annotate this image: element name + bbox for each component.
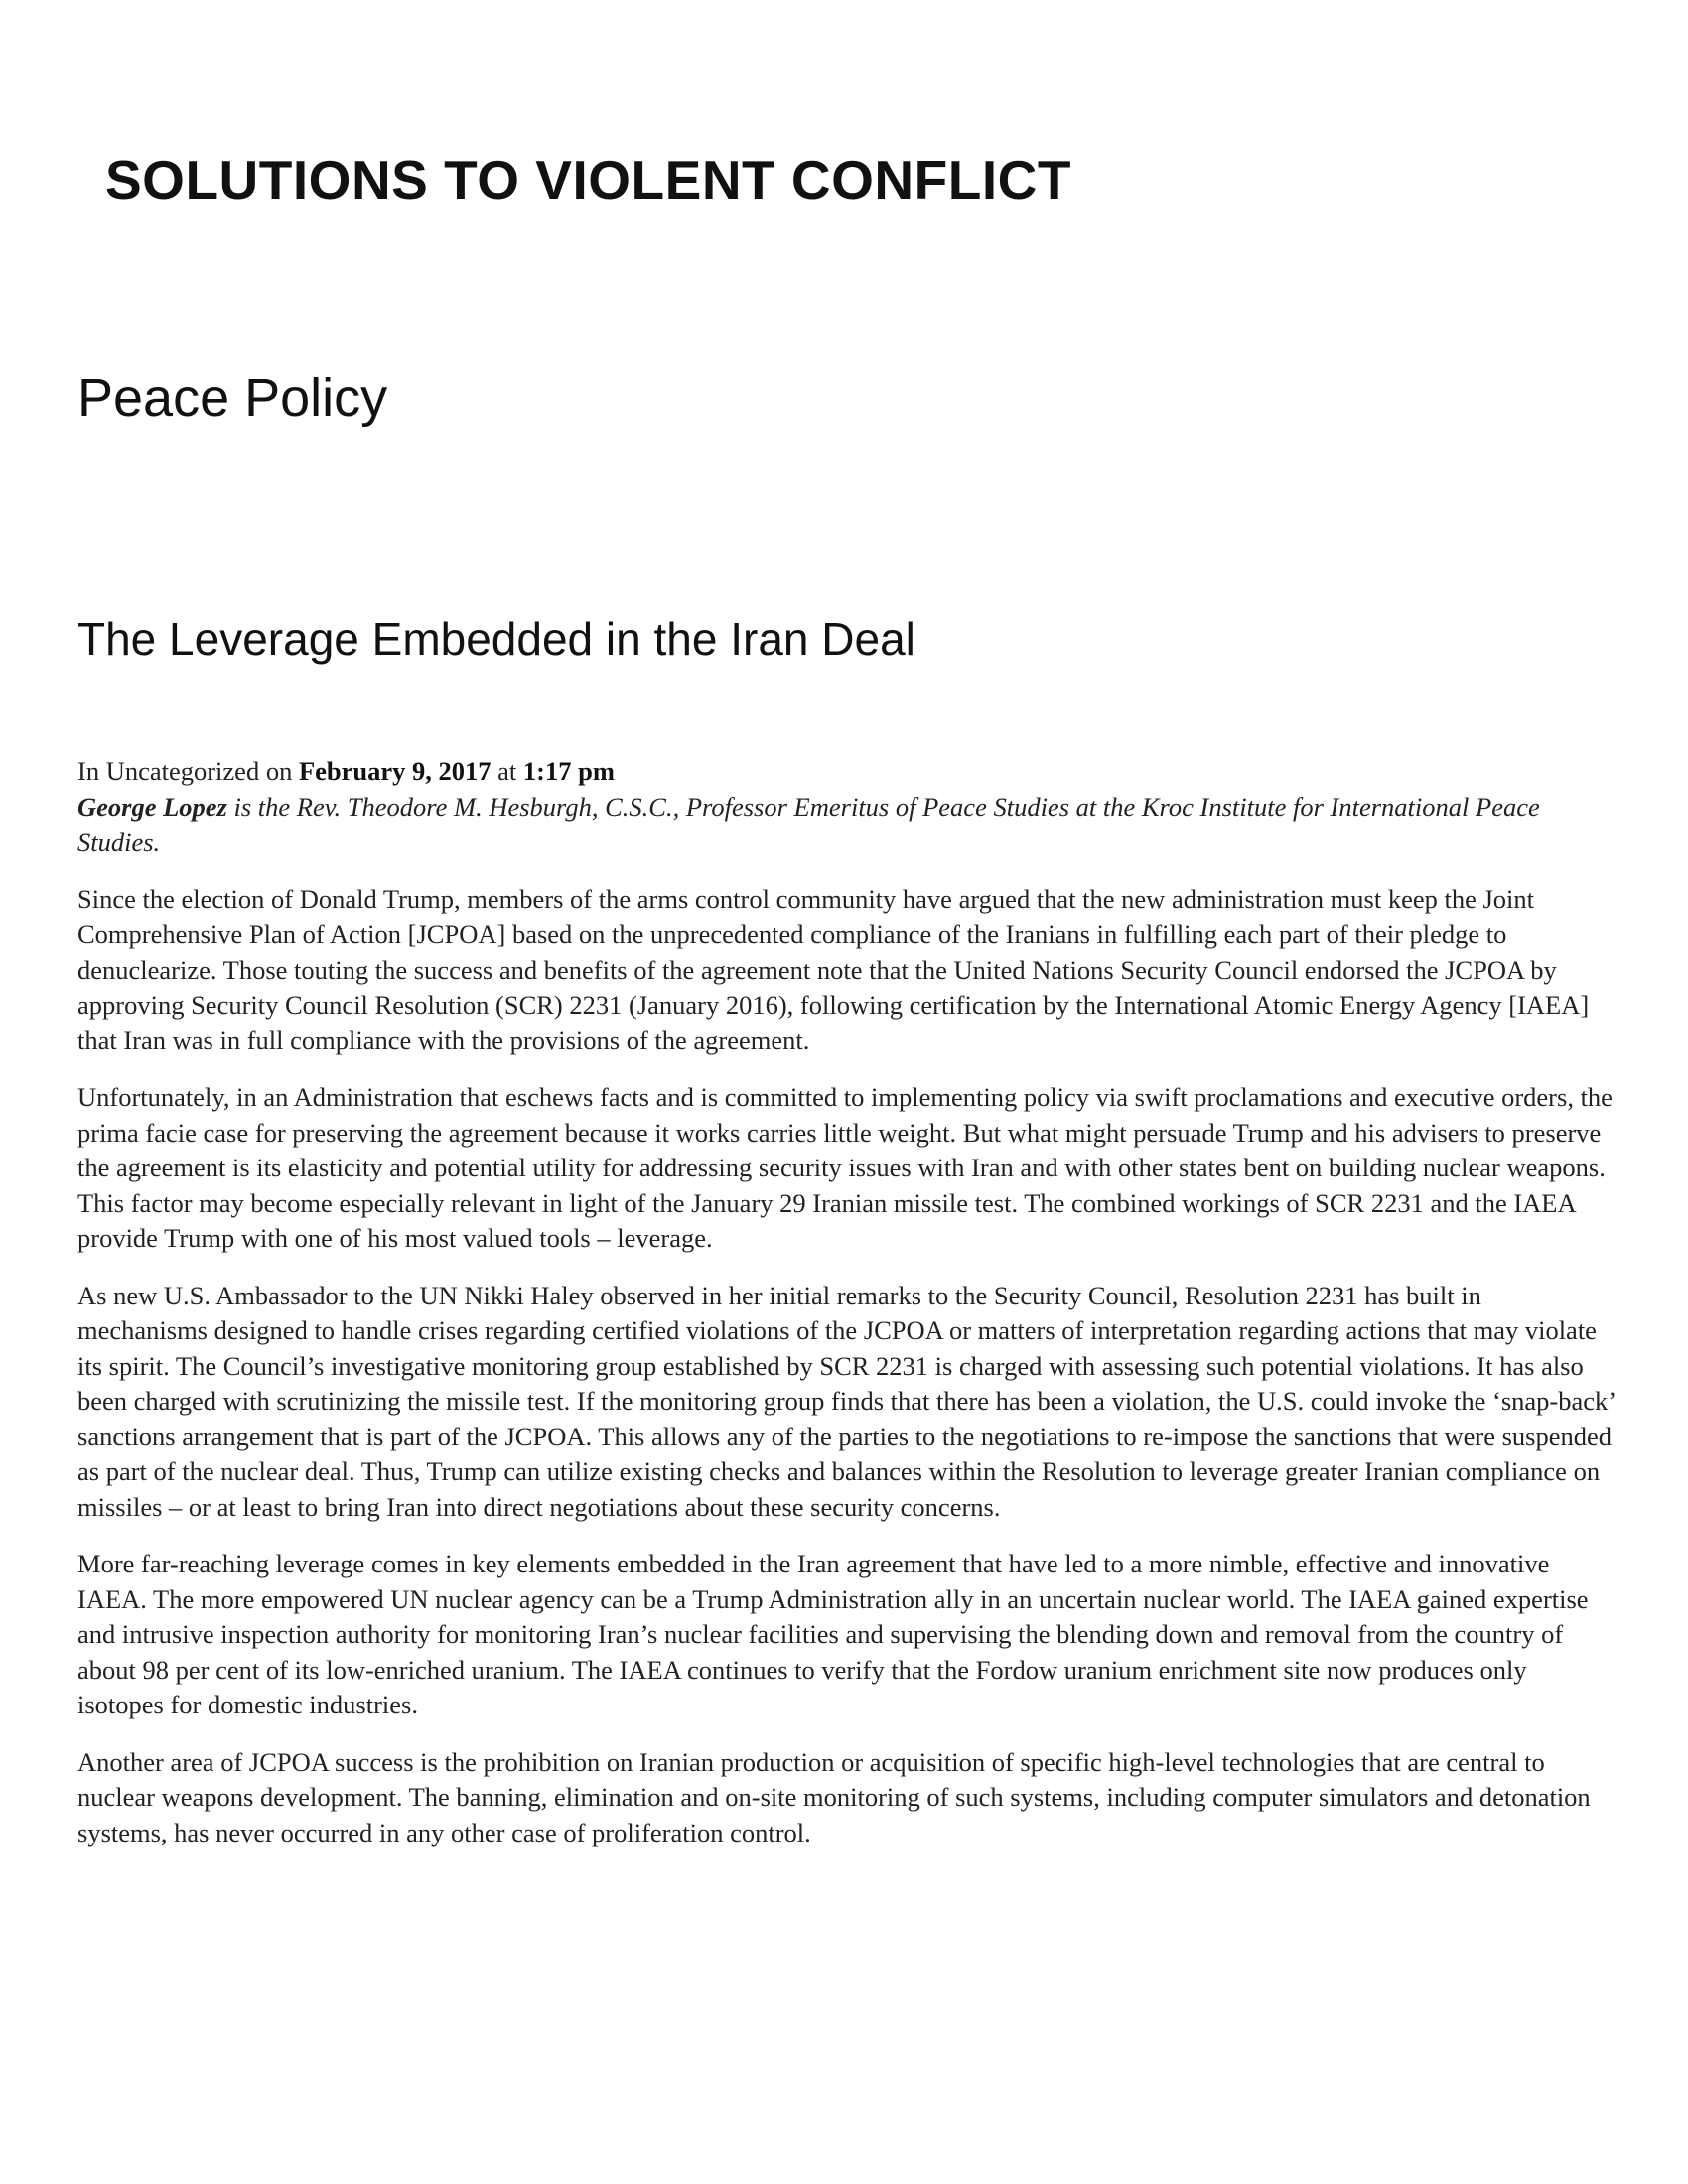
paragraph-1: Since the election of Donald Trump, members of the arms control community have argued that the new administration must keep the Joint Comprehensive Plan of Action [JCPOA] based on the unprecedented compliance of the Iranians in fulfilling each part of their pledge to denuclearize. Those touting the success and benefits of the agreement note that the United Nations Security Council endorsed the JCPOA by approving Security Council Resolution (SCR) 2231 (January 2016), following certification by the International Atomic Energy Agency [IAEA] that Iran was in full compliance with the provisions of the agreement. [77, 884, 1590, 1055]
post-date: February 9, 2017 [298, 756, 492, 786]
author-description: is the Rev. Theodore M. Hesburgh, C.S.C., Professor Emeritus of Peace Studies at the Kroc Institute for International Peace Studies. [77, 791, 1540, 857]
paragraph-2: Unfortunately, in an Administration that eschews facts and is committed to implementing policy via swift proclamations and executive orders, the prima facie case for preserving the agreement because it works carries little weight. But what might persuade Trump and his advisers to preserve the agreement is its elasticity and potential utility for addressing security issues with Iran and with other states bent on building nuclear weapons. This factor may become especially relevant in light of the January 29 Iranian missile test. The combined workings of SCR 2231 and the IAEA provide Trump with one of his most valued tools – leverage. [77, 1082, 1613, 1253]
meta-prefix: In Uncategorized on [77, 756, 299, 786]
post-meta [77, 754, 1617, 790]
author-byline [77, 790, 1617, 861]
article-body [77, 754, 1617, 1872]
paragraph-3: As new U.S. Ambassador to the UN Nikki Haley observed in her initial remarks to the Security Council, Resolution 2231 has built in mechanisms designed to handle crises regarding certified violations of the JCPOA or matters of interpretation regarding actions that may violate its spirit. The Council’s investigative monitoring group established by SCR 2231 is charged with assessing such potential violations. It has also been charged with scrutinizing the missile test. If the monitoring group finds that there has been a violation, the U.S. could invoke the ‘snap-back’ sanctions arrangement that is part of the JCPOA. This allows any of the parties to the negotiations to re-impose the sanctions that were suspended as part of the nuclear deal. Thus, Trump can utilize existing checks and balances within the Resolution to leverage greater Iranian compliance on missiles – or at least to bring Iran into direct negotiations about these security concerns. [77, 1280, 1616, 1522]
meta-at: at [491, 756, 523, 786]
post-title: The Leverage Embedded in the Iran Deal [77, 614, 915, 665]
section-title: Peace Policy [77, 368, 388, 428]
site-title: SOLUTIONS TO VIOLENT CONFLICT [105, 149, 1071, 210]
post-time: 1:17 pm [522, 756, 615, 786]
paragraph-5: Another area of JCPOA success is the prohibition on Iranian production or acquisition of specific high-level technologies that are central to nuclear weapons development. The banning, elimination and on-site monitoring of such systems, including computer simulators and detonation systems, has never occurred in any other case of proliferation control. [77, 1746, 1591, 1847]
author-name: George Lopez [77, 791, 227, 822]
paragraph-4: More far-reaching leverage comes in key elements embedded in the Iran agreement that have led to a more nimble, effective and innovative IAEA. The more empowered UN nuclear agency can be a Trump Administration ally in an uncertain nuclear world. The IAEA gained expertise and intrusive inspection authority for monitoring Iran’s nuclear facilities and supervising the blending down and removal from the country of about 98 per cent of its low-enriched uranium. The IAEA continues to verify that the Fordow uranium enrichment site now produces only isotopes for domestic industries. [77, 1549, 1589, 1719]
